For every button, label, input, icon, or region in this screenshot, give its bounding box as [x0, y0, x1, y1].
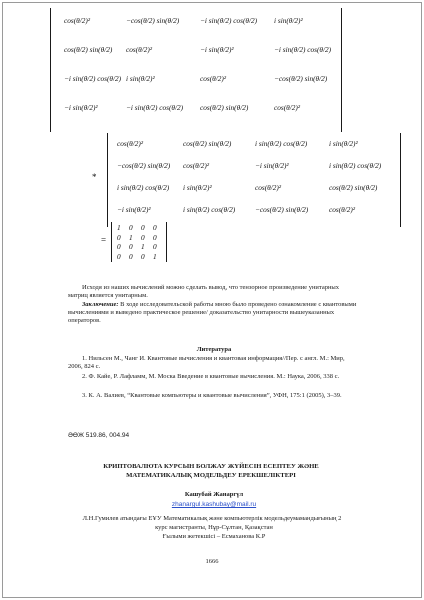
matrix-identity-cell: 0: [141, 232, 145, 242]
matrix-top-left-bracket: [50, 8, 51, 132]
matrix-identity: [111, 222, 167, 262]
matrix-top: [50, 8, 342, 132]
udc-code: ӘӨЖ 519.86, 004.94: [68, 432, 130, 439]
supervisor-line: Ғылыми жетекшісі – Есмаханова К.Р: [162, 533, 266, 540]
matrix-mid-cell: i sin(θ/2) cos(θ/2): [117, 183, 170, 192]
article-title-line-2: МАТЕМАТИКАЛЫҚ МОДЕЛЬДЕУ ЕРЕКШЕЛІКТЕРІ: [126, 472, 296, 479]
matrix-identity-right-bracket: [166, 222, 167, 262]
matrix-identity-cell: 1: [117, 223, 121, 232]
matrix-top-cell: −i sin(θ/2) cos(θ/2): [126, 103, 184, 112]
reference-item-3: 3. К. А. Валиев, “Квантовые компьютеры и квантовые вычисления”, УФН, 175:1 (2005), 3–39.: [82, 392, 342, 399]
matrix-top-cell: −i sin(θ/2) cos(θ/2): [274, 45, 332, 54]
matrix-identity-cell: 0: [129, 223, 133, 232]
matrix-top-cell: −cos(θ/2) sin(θ/2): [274, 74, 328, 83]
article-title-line-1: КРИПТОВАЛЮТА КУРСЫН БОЛЖАУ ЖҮЙЕСІН ЕСЕПТЕУ ЖӘНЕ: [103, 463, 319, 470]
matrix-top-right-bracket: [341, 8, 342, 132]
matrix-identity-cell: 0: [141, 251, 145, 261]
matrix-identity-cell: 0: [129, 242, 133, 251]
references-heading: Литература: [196, 346, 232, 353]
multiply-operator: *: [92, 172, 97, 182]
matrix-mid-cell: −cos(θ/2) sin(θ/2): [117, 161, 171, 170]
affiliation-line-2: курс магистранты, Нұр-Сұлтан, Қазақстан: [155, 524, 273, 531]
conclusion-paragraph: Исходя из наших вычислений можно сделать вывод, что тензорное произведение унитарных матриц является унитарным.: [68, 284, 340, 300]
matrix-mid-cell: cos(θ/2)²: [255, 183, 282, 192]
author-name: Кашубай Жанаргүл: [184, 491, 244, 498]
matrix-mid-cell: −i sin(θ/2)²: [117, 205, 151, 214]
reference-item-1: 1. Нильсен М., Чанг И. Квантовые вычисления и квантовая информация//Пер. с англ. М.: Мир, 2006, 824 с.: [68, 355, 345, 371]
matrix-mid-cell: −i sin(θ/2)²: [255, 161, 289, 170]
matrix-identity-left-bracket: [111, 222, 112, 262]
matrix-identity-cell: 0: [117, 232, 121, 242]
matrix-mid-cell: i sin(θ/2) cos(θ/2): [255, 139, 308, 148]
matrix-top-cell: −i sin(θ/2) cos(θ/2): [200, 16, 258, 25]
matrix-identity-cell: 1: [129, 232, 133, 242]
matrix-mid-cell: cos(θ/2)²: [329, 205, 356, 214]
matrix-top-cell: cos(θ/2) sin(θ/2): [200, 103, 249, 112]
matrix-identity-cell: 0: [153, 232, 157, 242]
matrix-mid: [107, 133, 401, 227]
matrix-top-cell: cos(θ/2)²: [200, 74, 227, 83]
matrix-mid-cell: i sin(θ/2)²: [329, 139, 358, 148]
matrix-identity-cell: 0: [153, 223, 157, 232]
matrix-mid-cell: cos(θ/2) sin(θ/2): [329, 183, 378, 192]
summary-paragraph: [68, 301, 360, 326]
matrix-mid-right-bracket: [400, 133, 401, 227]
reference-item-2: 2. Ф. Кайе, Р. Лафламм, М. Моска Введение в квантовые вычисления. М.: Наука, 2006, 338 с.: [82, 373, 340, 380]
matrix-mid-cell: cos(θ/2) sin(θ/2): [183, 139, 232, 148]
matrix-identity-cell: 0: [141, 223, 145, 232]
equals-operator: =: [101, 235, 107, 245]
matrix-identity-cell: 1: [141, 242, 145, 251]
matrix-top-cell: cos(θ/2)²: [274, 103, 301, 112]
matrix-top-cell: cos(θ/2)²: [126, 45, 153, 54]
matrix-mid-cell: i sin(θ/2) cos(θ/2): [183, 205, 236, 214]
matrix-mid-cell: i sin(θ/2)²: [183, 183, 212, 192]
matrix-identity-cell: 0: [153, 242, 157, 251]
matrix-top-cell: −cos(θ/2) sin(θ/2): [126, 16, 180, 25]
matrix-identity-cell: 0: [117, 251, 121, 261]
matrix-top-cell: i sin(θ/2)²: [274, 16, 303, 25]
matrix-top-cell: −i sin(θ/2) cos(θ/2): [64, 74, 122, 83]
matrix-mid-cell: i sin(θ/2) cos(θ/2): [329, 161, 382, 170]
matrix-mid-cell: cos(θ/2)²: [117, 139, 144, 148]
matrix-top-cell: cos(θ/2)²: [64, 16, 91, 25]
matrix-mid-cell: cos(θ/2)²: [183, 161, 210, 170]
matrix-top-cell: −i sin(θ/2)²: [64, 103, 98, 112]
matrix-identity-cell: 0: [129, 251, 133, 261]
matrix-top-cell: i sin(θ/2)²: [126, 74, 155, 83]
page-number: 1666: [205, 558, 219, 565]
matrix-top-cell: −i sin(θ/2)²: [200, 45, 234, 54]
matrix-identity-cell: 1: [153, 251, 157, 261]
summary-text: В ходе исследовательской работы мною было проведено ознакомление с квантовыми вычислениями и выведено практическое решение/ доказательство унитарности вышеуказанных операторов.: [68, 301, 357, 325]
summary-label: Заключение:: [82, 301, 119, 308]
matrix-top-cell: cos(θ/2) sin(θ/2): [64, 45, 113, 54]
matrix-mid-left-bracket: [107, 133, 108, 227]
matrix-mid-cell: −cos(θ/2) sin(θ/2): [255, 205, 309, 214]
affiliation-line-1: Л.Н.Гумилев атындағы ЕҰУ Математикалық және компьютерлік модельдеумамандығының 2: [82, 515, 342, 522]
author-email-link[interactable]: zhanargul.kashubay@mail.ru: [171, 501, 257, 508]
matrix-identity-cell: 0: [117, 242, 121, 251]
